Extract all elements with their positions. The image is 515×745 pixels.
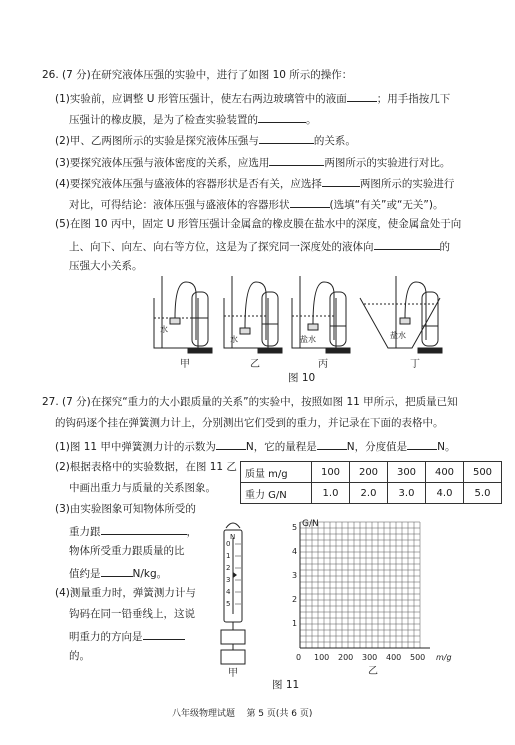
liquid-label-c: 盐水 — [300, 335, 316, 344]
table-cell: 500 — [464, 462, 502, 483]
q27-part3-line3: 物体所受重力跟质量的比 — [69, 545, 185, 557]
table-row — [241, 462, 502, 483]
q26-answer-blank-7[interactable] — [374, 239, 440, 250]
figure-10 — [150, 268, 480, 380]
x-tick-label: 100 — [314, 653, 330, 662]
figure-11-caption: 图 11 — [272, 679, 300, 691]
graph-x-axis-unit: m/g — [436, 653, 452, 662]
q26-part4-line2: 对比，可得结论：液体压强与盛液体的容器形状 (选填“有关”或“无关”)。 — [69, 199, 444, 211]
q27-answer-blank-5[interactable] — [101, 566, 133, 577]
q26-part4-line1: (4)要探究液体压强与盛液体的容器形状是否有关，应选择 两图所示的实验进行 — [55, 178, 455, 190]
hook-top — [226, 523, 240, 528]
liquid-label-a: 水 — [160, 325, 168, 334]
q26-answer-blank-4[interactable] — [269, 155, 324, 166]
table-cell: 400 — [426, 462, 464, 483]
x-tick-label: 300 — [362, 653, 378, 662]
q27-part4-line2: 钩码在同一铅垂线上，这说 — [69, 608, 195, 620]
page-footer: 八年级物理试题 第 5 页(共 6 页) — [172, 709, 313, 719]
y-tick-label: 4 — [292, 547, 298, 556]
table-cell: 3.0 — [388, 483, 426, 504]
q26-part5-line2: 上、向下、向左、向右等方位，这是为了探究同一深度处的液体向 的 — [69, 241, 450, 253]
x-tick-label: 400 — [386, 653, 402, 662]
graph-y-axis-label: G/N — [302, 519, 319, 529]
q27-part3-line1: (3)由实验图象可知物体所受的 — [55, 503, 196, 515]
setup-label-a: 甲 — [180, 359, 190, 370]
y-tick-label: 1 — [292, 619, 298, 628]
weight-block-1 — [221, 630, 245, 644]
graph-x-ticks — [296, 653, 425, 662]
y-tick-label: 3 — [292, 571, 298, 580]
q27-part1: (1)图 11 甲中弹簧测力计的示数为 N，它的量程是 N，分度值是 N。 — [55, 441, 456, 453]
meter-tick-label: 4 — [226, 588, 231, 596]
spring-balance-figure — [208, 518, 258, 678]
y-tick-label: 2 — [292, 595, 298, 604]
q26-part2: (2)甲、乙两图所示的实验是探究液体压强与 的关系。 — [55, 135, 356, 147]
graph-grid — [300, 522, 420, 648]
pointer-icon — [233, 572, 237, 578]
table-cell: 重力 G/N — [241, 483, 312, 504]
table-cell: 质量 m/g — [241, 462, 312, 483]
meter-figure-label: 甲 — [228, 668, 238, 678]
q26-answer-blank-1[interactable] — [347, 91, 377, 102]
table-row — [241, 483, 502, 504]
meter-tick-label: 3 — [226, 576, 231, 584]
x-tick-label: 500 — [410, 653, 426, 662]
graph-figure-label: 乙 — [368, 666, 378, 676]
y-tick-label: 5 — [292, 523, 298, 532]
graph-y-ticks — [292, 523, 297, 628]
weight-block-2 — [221, 650, 245, 664]
pressure-setup-d — [360, 276, 442, 353]
setup-label-c: 丙 — [318, 359, 328, 370]
q26-part5-line1: (5)在图 10 丙中，固定 U 形管压强计金属盒的橡皮膜在盐水中的深度，使金属盒处于向 — [55, 218, 462, 230]
q26-part1-line2: 压强计的橡皮膜，是为了检查实验装置的 。 — [69, 114, 317, 126]
q27-answer-blank-3[interactable] — [407, 439, 437, 450]
setup-label-d: 丁 — [410, 359, 420, 370]
x-tick-label: 0 — [296, 653, 302, 662]
liquid-label-b: 水 — [230, 335, 238, 344]
gravity-mass-graph — [280, 516, 480, 676]
q27-answer-blank-2[interactable] — [317, 439, 347, 450]
meter-unit: N — [230, 533, 236, 541]
figure-10-caption: 图 10 — [288, 372, 316, 384]
q26-part3: (3)要探究液体压强与液体密度的关系，应选用 两图所示的实验进行对比。 — [55, 157, 451, 169]
table-cell: 2.0 — [350, 483, 388, 504]
q27-part4-line4: 的。 — [69, 650, 90, 662]
q27-part2-line2: 中画出重力与质量的关系图象。 — [69, 482, 216, 494]
meter-tick-label: 5 — [226, 600, 231, 608]
q26-answer-blank-3[interactable] — [259, 133, 314, 144]
meter-tick-label: 0 — [226, 540, 231, 548]
q27-part4-line3: 明重力的方向是 — [69, 629, 185, 644]
q27-answer-blank-4[interactable] — [101, 524, 187, 535]
pressure-setup-a — [154, 276, 212, 353]
table-cell: 1.0 — [312, 483, 350, 504]
q26-part5-line3: 压强大小关系。 — [69, 260, 143, 272]
table-cell: 100 — [312, 462, 350, 483]
x-tick-label: 200 — [338, 653, 354, 662]
mass-weight-table — [240, 461, 502, 504]
q27-part4-line1: (4)测量重力时，弹簧测力计与 — [55, 587, 196, 599]
q27-part2-line1: (2)根据表格中的实验数据，在图 11 乙 — [55, 461, 237, 473]
meter-tick-label: 2 — [226, 564, 231, 572]
q27-stem-line2: 的钩码逐个挂在弹簧测力计上，分别测出它们受到的重力，并记录在下面的表格中。 — [55, 417, 444, 429]
meter-tick-label: 1 — [226, 552, 231, 560]
q27-answer-blank-1[interactable] — [216, 439, 246, 450]
table-cell: 4.0 — [426, 483, 464, 504]
q27-part3-line2: 重力跟 ， — [69, 526, 197, 538]
table-cell: 5.0 — [464, 483, 502, 504]
q26-answer-blank-6[interactable] — [290, 197, 330, 208]
q26-answer-blank-5[interactable] — [322, 176, 360, 187]
q26-stem: 26. (7 分)在研究液体压强的实验中，进行了如图 10 所示的操作： — [42, 69, 353, 81]
setup-label-b: 乙 — [250, 359, 260, 370]
q27-stem-line1: 27. (7 分)在探究“重力的大小跟质量的关系”的实验中，按照如图 11 甲所示，把质量已知 — [42, 396, 458, 408]
q27-answer-blank-6[interactable] — [143, 629, 185, 640]
table-cell: 200 — [350, 462, 388, 483]
table-cell: 300 — [388, 462, 426, 483]
q27-part3-line4: 值约是 N/kg。 — [69, 568, 168, 580]
q26-answer-blank-2[interactable] — [258, 112, 306, 123]
q26-part1-line1: (1)实验前，应调整 U 形管压强计，使左右两边玻璃管中的液面 ；用手指按几下 — [55, 93, 451, 105]
liquid-label-d: 盐水 — [390, 331, 406, 340]
